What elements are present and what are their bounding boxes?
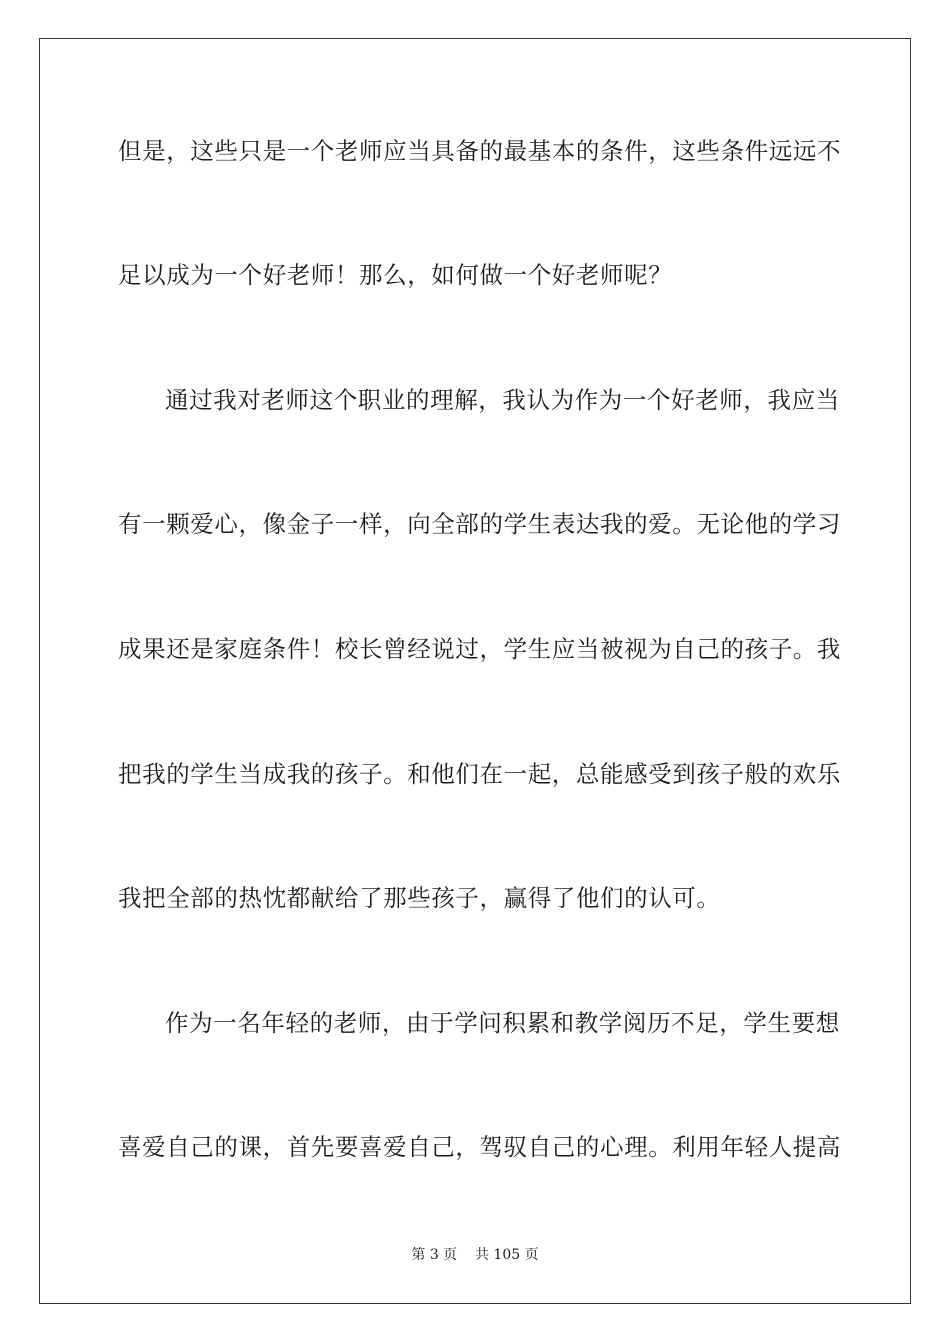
text-line-4: 有一颗爱心，像金子一样，向全部的学生表达我的爱。无论他的学习 bbox=[118, 510, 841, 538]
text-line-6: 把我的学生当成我的孩子。和他们在一起，总能感受到孩子般的欢乐 bbox=[118, 760, 841, 788]
page-border bbox=[39, 38, 911, 1304]
text-line-8: 作为一名年轻的老师，由于学问积累和教学阅历不足，学生要想 bbox=[165, 1009, 840, 1037]
page-number-footer: 第 3 页 共 105 页 bbox=[411, 1247, 539, 1263]
text-line-2: 足以成为一个好老师！那么，如何做一个好老师呢？ bbox=[118, 261, 673, 289]
text-line-1: 但是，这些只是一个老师应当具备的最基本的条件，这些条件远远不 bbox=[118, 137, 841, 165]
text-line-7: 我把全部的热忱都献给了那些孩子，赢得了他们的认可。 bbox=[118, 884, 721, 912]
text-line-5: 成果还是家庭条件！校长曾经说过，学生应当被视为自己的孩子。我 bbox=[118, 635, 841, 663]
text-line-9: 喜爱自己的课，首先要喜爱自己，驾驭自己的心理。利用年轻人提高 bbox=[118, 1133, 841, 1161]
text-line-3: 通过我对老师这个职业的理解，我认为作为一个好老师，我应当 bbox=[165, 386, 840, 414]
